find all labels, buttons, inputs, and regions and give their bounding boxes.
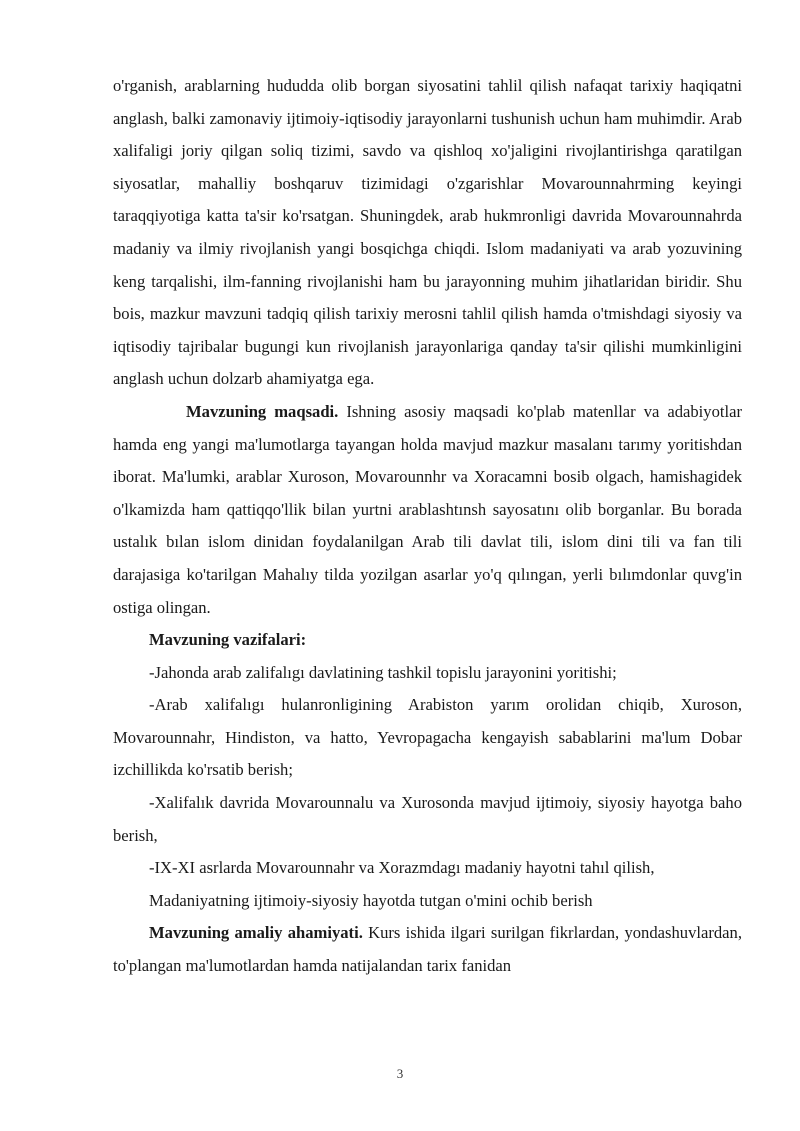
task-item: Madaniyatning ijtimoiy-siyosiy hayotda tutgan o'mini ochib berish: [149, 890, 593, 910]
goal-paragraph: [113, 396, 742, 624]
practical-body: Kurs ishida ilgari surilgan fikrlardan, yondashuvlardan, to'plangan ma'lumotlardan hamda natijalandan tarix fanidan: [113, 923, 742, 976]
task-item: -IX-XI asrlarda Movarounnahr va Xorazmdagı madaniy hayotni tahıl qilish,: [149, 858, 655, 878]
page-number: 3: [396, 1066, 404, 1081]
task-item: -Arab xalifalıgı hulanronligining Arabiston yarım orolidan chiqib, Xuroson, Movarounnahr, Hindiston, va hatto, Yevropagacha kengayish sabablarini ma'lum Dobar izchillikda ko'rsatib berish;: [113, 695, 742, 780]
tasks-heading-text: Mavzuning vazifalari:: [149, 630, 307, 650]
intro-paragraph: o'rganish, arablarning hududda olib borgan siyosatini tahlil qilish nafaqat tarixiy haqiqatni anglash, balki zamonaviy ijtimoiy-iqtisodiy jarayonlarni tushunish uchun ham muhimdir. Arab xalifaligi joriy qilgan soliq tizimi, savdo va qishloq xo'jaligini rivojlantirishga qaratilgan siyosatlar, mahalliy boshqaruv tizimidagi o'zgarishlar Movarounnahrming keyingi taraqqiyotiga katta ta'sir ko'rsatgan. Shuningdek, arab hukmronligi davrida Movarounnahrda madaniy va ilmiy rivojlanish yangi bosqichga chiqdi. Islom madaniyati va arab yozuvining keng tarqalishi, ilm-fanning rivojlanishi ham bu jarayonning muhim jihatlaridan biridir. Shu bois, mazkur mavzuni tadqiq qilish tarixiy merosni tahlil qilish hamda o'tmishdagi siyosiy va iqtisodiy tajribalar bugungi kun rivojlanish jarayonlariga qanday ta'sir qilishi mumkinligini anglash uchun dolzarb ahamiyatga ega.: [113, 76, 742, 389]
goal-body: Ishning asosiy maqsadi ko'plab matenllar va adabiyotlar hamda eng yangi ma'lumotlarga tayangan holda mavjud mazkur masalanı tarımy yoritishdan iborat. Ma'lumki, arablar Xuroson, Movarounnhr va Xoracamni bosib olgach, hamishagidek o'lkamizda ham qattiqqo'llik bilan yurtni arablashtınsh sayosatını olib borganlar. Bu borada ustalık bılan islom dinidan foydalanilgan Arab tili davlat tili, islom dini tili va fan tili darajasiga ko'tarilgan Mahalıy tilda yozilgan asarlar yo'q qılıngan, yerli bılımdonlar quvg'in ostiga olingan.: [113, 401, 743, 617]
goal-heading: Mavzuning maqsadi.: [186, 401, 339, 421]
tasks-heading: [113, 624, 742, 657]
task-item: -Xalifalık davrida Movarounnalu va Xurosonda mavjud ijtimoiy, siyosiy hayotga baho berish,: [113, 793, 742, 845]
practical-paragraph: [113, 917, 742, 982]
body-text: [113, 70, 742, 983]
task-item: -Jahonda arab zalifalıgı davlatining tashkil topislu jarayonini yoritishi;: [149, 662, 617, 682]
practical-heading: Mavzuning amaliy ahamiyati.: [149, 923, 363, 943]
